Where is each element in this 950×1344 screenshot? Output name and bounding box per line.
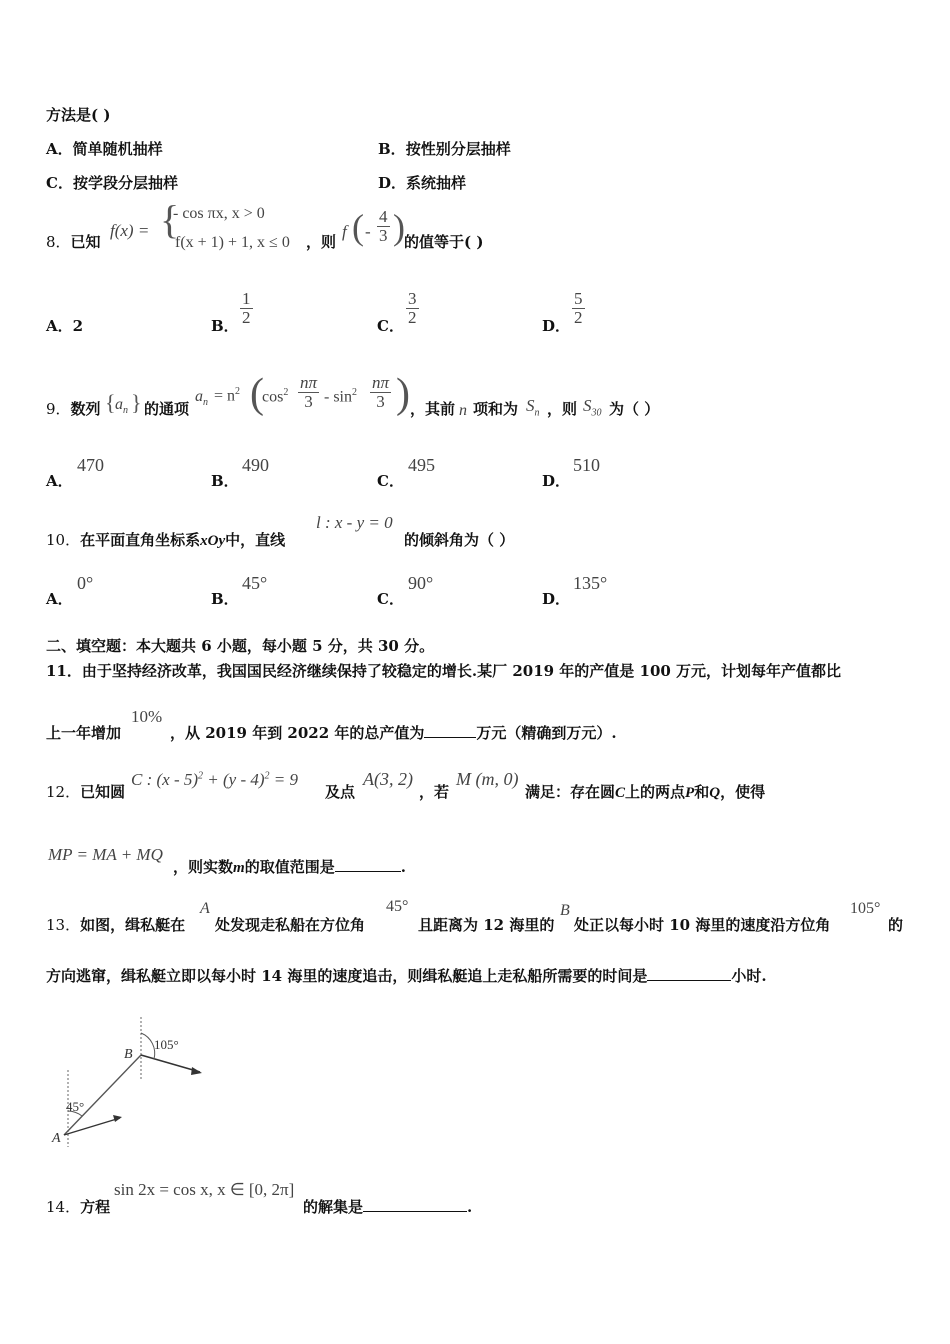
q9-mid1: 的通项	[144, 400, 190, 418]
q14-equation: sin 2x = cos x, x ∈ [0, 2π]	[114, 1180, 295, 1199]
q9-option-a-value: 470	[77, 455, 104, 475]
q10-option-b-value: 45°	[242, 573, 268, 593]
q13-deg2: 105°	[850, 900, 881, 917]
q7-option-a: A．简单随机抽样	[46, 140, 163, 158]
q13-pre: 13．如图，缉私艇在	[46, 916, 186, 934]
q13-mid1: 处发现走私船在方位角	[215, 916, 366, 934]
point-label-b: B	[124, 1047, 133, 1062]
q9-option-b-value: 490	[242, 455, 269, 475]
escape-direction-arrow	[141, 1055, 200, 1072]
q12-post: 满足：存在圆C上的两点P和Q，使得	[525, 783, 766, 801]
q10-option-a-label: A．	[46, 590, 73, 608]
q13-figure	[50, 995, 220, 1155]
q11-line2: ，从 2019 年到 2022 年的总产值为 万元（精确到万元）.	[170, 724, 617, 742]
q8-call-fraction: $\frac{4}{3}$	[379, 207, 388, 245]
q13-line2: 方向逃窜，缉私艇立即以每小时 14 海里的速度追击，则缉私艇追上走私船所需要的时间是 小时.	[46, 967, 767, 985]
q8-call-f: f	[342, 222, 347, 241]
q11-percent: 10%	[131, 707, 163, 726]
q14-pre: 14．方程	[46, 1198, 111, 1216]
q7-option-d: D．系统抽样	[378, 174, 467, 192]
q9-frac1: $\frac{n\pi}{3}$	[300, 373, 318, 411]
q12-condition-eq: MP = MA + MQ	[48, 845, 163, 864]
q9-mid2: ，其前	[410, 400, 456, 418]
q8-call-minus: -	[365, 222, 371, 241]
q13-mid2: 且距离为 12 海里的	[418, 916, 555, 934]
angle-label-45: 45°	[66, 1099, 85, 1114]
q8-number: 8．已知	[46, 233, 101, 251]
q13-mid3: 处正以每小时 10 海里的速度沿方位角	[574, 916, 831, 934]
pursuit-arrowhead-icon	[113, 1115, 122, 1122]
q9-option-c-value: 495	[408, 455, 435, 475]
q9-S30: $S_{30}$	[583, 396, 602, 419]
q9-option-c-label: C．	[377, 472, 404, 490]
q9-option-b-label: B．	[211, 472, 239, 490]
q10-option-b-label: B．	[211, 590, 239, 608]
q9-option-d-value: 510	[573, 455, 600, 475]
q8-option-b-fraction: $\frac{1}{2}$	[242, 289, 251, 327]
q9-paren-right: )	[396, 371, 410, 417]
q12-point-a: A(3, 2)	[363, 769, 413, 789]
q8-option-c-label: C．	[377, 317, 404, 335]
q12-point-m: M (m, 0)	[456, 769, 519, 789]
q8-left-paren: (	[352, 207, 364, 247]
q8-function-def: f(x) =	[110, 221, 150, 240]
q12-mid1: 及点	[325, 783, 356, 801]
q8-option-b-label: B．	[211, 317, 239, 335]
q11-line1: 11．由于坚持经济改革，我国国民经济继续保持了较稳定的增长.某厂 2019 年的产值是 100 万元，计划每年产值都比	[46, 662, 842, 680]
angle-label-105: 105°	[154, 1037, 179, 1052]
q13-deg1: 45°	[386, 898, 409, 915]
q8-mid-text: ，则	[306, 233, 337, 251]
q12-circle-eq: C : (x - 5)$^2$ + (y - 4)$^2$ = 9	[131, 770, 299, 789]
q9-brace-right: }	[131, 390, 142, 415]
section-heading: 二、填空题：本大题共 6 小题，每小题 5 分，共 30 分。	[46, 637, 435, 655]
q9-n: n	[459, 402, 467, 419]
q9-eq-n2: = $n^2$	[214, 386, 241, 405]
point-label-a: A	[52, 1131, 61, 1146]
q10-stem: 10．在平面直角坐标系xOy中，直线	[46, 531, 286, 549]
q10-option-c-value: 90°	[408, 573, 434, 593]
q8-case-1: - cos πx, x > 0	[173, 205, 265, 222]
q9-mid4: ，则	[547, 400, 578, 418]
q9-brace-left: {	[105, 390, 116, 415]
q10-option-d-label: D．	[542, 590, 571, 608]
q9-frac2: $\frac{n\pi}{3}$	[372, 373, 390, 411]
q8-piecewise-brace: {	[160, 197, 180, 242]
q8-post-text: 的值等于( )	[404, 233, 484, 251]
q14-answer-blank[interactable]	[363, 1211, 467, 1212]
q13-point-a: A	[200, 900, 210, 917]
q8-option-d-fraction: $\frac{5}{2}$	[574, 289, 583, 327]
q10-option-a-value: 0°	[77, 573, 94, 593]
q12-number: 12．已知圆	[46, 783, 126, 801]
q8-case-2: f(x + 1) + 1, x ≤ 0	[175, 234, 290, 251]
q9-an: $a_n$	[195, 388, 208, 409]
q9-mid3: 项和为	[473, 400, 519, 418]
q9-seq: $a_n$	[115, 396, 128, 417]
q10-option-c-label: C．	[377, 590, 404, 608]
q7-option-b: B．按性别分层抽样	[378, 140, 511, 158]
q9-cos: $\cos^2$	[262, 387, 289, 406]
q10-option-d-value: 135°	[573, 573, 608, 593]
q8-option-c-fraction: $\frac{3}{2}$	[408, 289, 417, 327]
escape-arrowhead-icon	[191, 1067, 202, 1075]
q9-post: 为（ ）	[609, 400, 660, 418]
q12-answer-blank[interactable]	[335, 871, 401, 872]
q10-post: 的倾斜角为（ ）	[404, 531, 515, 549]
q12-mid2: ，若	[419, 783, 450, 801]
q12-line2: ，则实数m的取值范围是 .	[173, 858, 406, 876]
q13-answer-blank[interactable]	[647, 980, 731, 981]
q11-answer-blank[interactable]	[424, 737, 476, 738]
q13-point-b: B	[560, 902, 570, 919]
q10-line-eq: l : x - y = 0	[316, 513, 393, 532]
q8-option-a: A．2	[46, 317, 84, 335]
q9-option-d-label: D．	[542, 472, 571, 490]
q14-post: 的解集是 .	[303, 1198, 473, 1216]
q9-number: 9．数列	[46, 400, 101, 418]
q7-stem-tail: 方法是( )	[46, 106, 111, 124]
q13-end1: 的	[888, 916, 904, 934]
q8-option-d-label: D．	[542, 317, 571, 335]
q9-paren-left: (	[250, 371, 264, 417]
q9-minus-sin: - $\sin^2$	[324, 387, 357, 406]
q9-Sn: $S_n$	[526, 396, 540, 419]
q9-option-a-label: A．	[46, 472, 73, 490]
q7-option-c: C．按学段分层抽样	[46, 174, 178, 192]
q11-pre2: 上一年增加	[46, 724, 122, 742]
q8-right-paren: )	[393, 207, 405, 247]
